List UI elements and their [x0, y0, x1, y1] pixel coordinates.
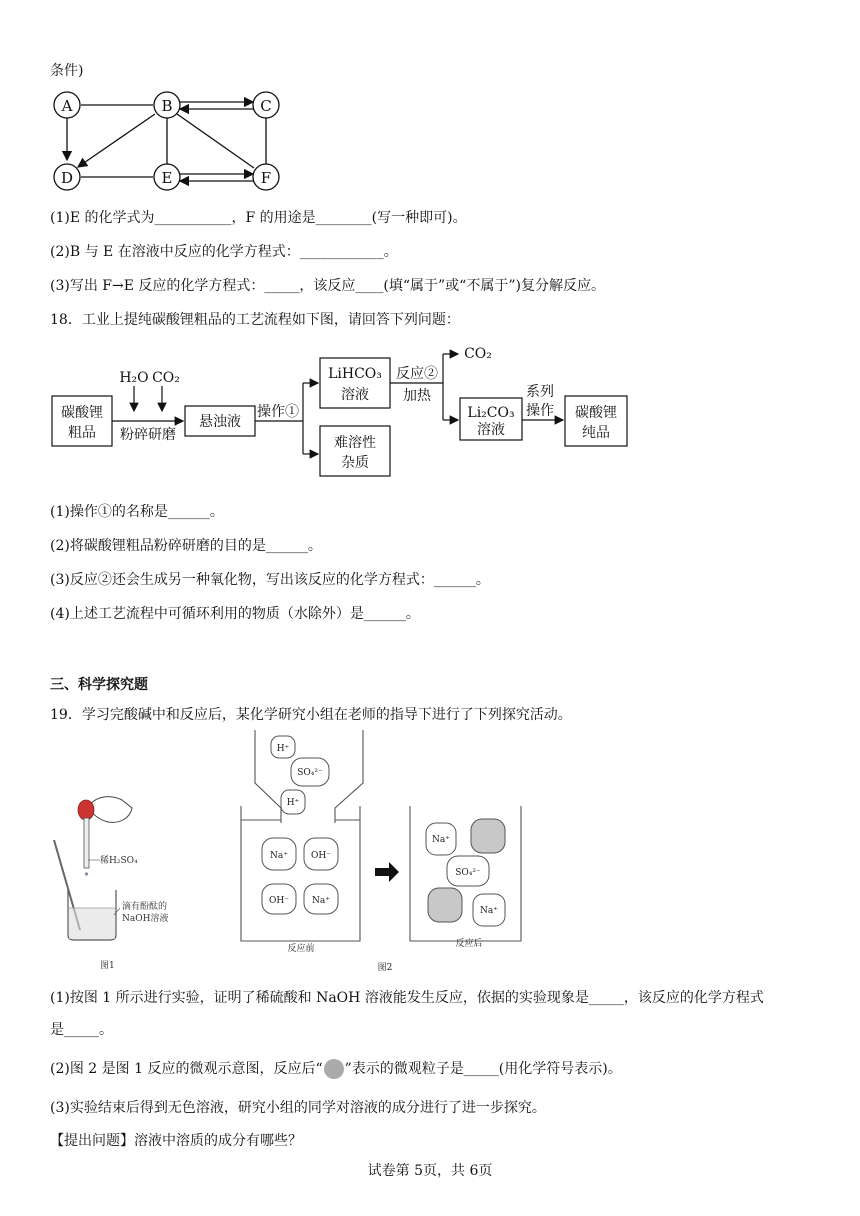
- q17-part2: (2)B 与 E 在溶液中反应的化学方程式：____________。: [50, 244, 398, 260]
- co2-output-label: CO₂: [464, 346, 492, 362]
- page-footer: 试卷第 5页，共 6页: [367, 1163, 493, 1179]
- before-caption: 反应前: [287, 944, 315, 954]
- raw-label: 碳酸锂: [61, 405, 103, 421]
- grind-label: 粉碎研磨: [120, 427, 176, 443]
- node-label: C: [260, 97, 272, 115]
- ion-h: H⁺: [286, 798, 300, 808]
- q19-part2-text: (2)图 2 是图 1 反应的微观示意图，反应后“: [50, 1061, 323, 1077]
- water-molecule-icon: [324, 1059, 344, 1079]
- node-label: B: [161, 97, 173, 115]
- q17-part1: (1)E 的化学式为___________，F 的用途是________(写一种即可)。: [50, 210, 467, 226]
- pure-label: 纯品: [582, 425, 610, 441]
- q17-part3: (3)写出 F→E 反应的化学方程式：_____，该反应____(填“属于”或“不属于”)复分解反应。: [50, 278, 605, 294]
- ion-na: Na⁺: [432, 835, 450, 845]
- beaker-label: 滴有酚酞的: [122, 902, 168, 912]
- water-molecule: [428, 888, 462, 922]
- q18-stem: 18．工业上提纯碳酸锂粗品的工艺流程如下图，请回答下列问题：: [50, 312, 460, 328]
- q19-part1: (1)按图 1 所示进行实验，证明了稀硫酸和 NaOH 溶液能发生反应，依据的实验现象是_____，该反应的化学方程式: [50, 990, 764, 1006]
- node-label: D: [60, 169, 74, 187]
- q19-part1-cont: 是_____。: [50, 1022, 113, 1038]
- series-operation-label: 操作: [526, 403, 554, 419]
- q19-part3: (3)实验结束后得到无色溶液，研究小组的同学对溶液的成分进行了进一步探究。: [50, 1100, 546, 1116]
- ion-oh: OH⁻: [311, 851, 331, 861]
- figure2-micro-diagram: [235, 728, 535, 978]
- water-label: H₂O: [119, 370, 149, 386]
- suspension-label: 悬浊液: [199, 414, 241, 430]
- beaker-label: NaOH溶液: [122, 914, 169, 924]
- figure1-experiment: [50, 790, 200, 975]
- series-operation-label: 系列: [526, 384, 554, 400]
- before-beaker: [241, 806, 360, 941]
- operation1-label: 操作①: [257, 404, 299, 420]
- reaction2-label: 反应②: [396, 366, 438, 382]
- q18-part4: (4)上述工艺流程中可循环利用的物质（水除外）是______。: [50, 606, 420, 622]
- ion-na: Na⁺: [312, 896, 330, 906]
- arrow-icon: [375, 862, 399, 882]
- q19-stem: 19．学习完酸碱中和反应后，某化学研究小组在老师的指导下进行了下列探究活动。: [50, 707, 572, 723]
- figure2-caption: 图2: [377, 963, 393, 973]
- impurity-label: 难溶性: [334, 435, 376, 451]
- node-label: F: [260, 169, 272, 187]
- process-flow-diagram: [50, 340, 640, 485]
- section-title: 三、科学探究题: [50, 677, 148, 693]
- lihco3-label: 溶液: [341, 387, 369, 403]
- q19-part2: [50, 1058, 622, 1079]
- li2co3-label: 溶液: [477, 422, 505, 438]
- q18-part2: (2)将碳酸锂粗品粉碎研磨的目的是______。: [50, 538, 322, 554]
- ion-oh: OH⁻: [269, 896, 289, 906]
- after-caption: 反应后: [455, 939, 483, 949]
- ion-so4: SO₄²⁻: [297, 768, 323, 778]
- impurity-label: 杂质: [341, 455, 369, 471]
- q18-part1: (1)操作①的名称是______。: [50, 504, 224, 520]
- node-label: E: [161, 169, 173, 187]
- ion-na: Na⁺: [480, 906, 498, 916]
- q19-part2-text: ”表示的微观粒子是_____(用化学符号表示)。: [344, 1061, 622, 1077]
- pure-label: 碳酸锂: [575, 405, 617, 421]
- acid-label: 稀H₂SO₄: [100, 856, 138, 866]
- heat-label: 加热: [403, 388, 431, 404]
- ion-so4: SO₄²⁻: [455, 868, 481, 878]
- node-label: A: [61, 97, 73, 115]
- figure1-caption: 图1: [100, 961, 115, 971]
- question-fragment: 条件): [50, 63, 84, 79]
- raw-label: 粗品: [68, 425, 96, 441]
- ion-h: H⁺: [276, 744, 290, 754]
- lihco3-label: LiHCO₃: [328, 366, 382, 382]
- q19-question: 【提出问题】溶液中溶质的成分有哪些？: [50, 1133, 302, 1149]
- hand-illustration: [88, 797, 132, 823]
- water-molecule: [471, 819, 505, 853]
- dropper: [84, 818, 89, 868]
- q18-part3: (3)反应②还会生成另一种氧化物，写出该反应的化学方程式：______。: [50, 572, 490, 588]
- relation-diagram: [50, 88, 290, 194]
- li2co3-label: Li₂CO₃: [467, 405, 515, 421]
- ion-na: Na⁺: [270, 851, 288, 861]
- co2-input-label: CO₂: [152, 370, 180, 386]
